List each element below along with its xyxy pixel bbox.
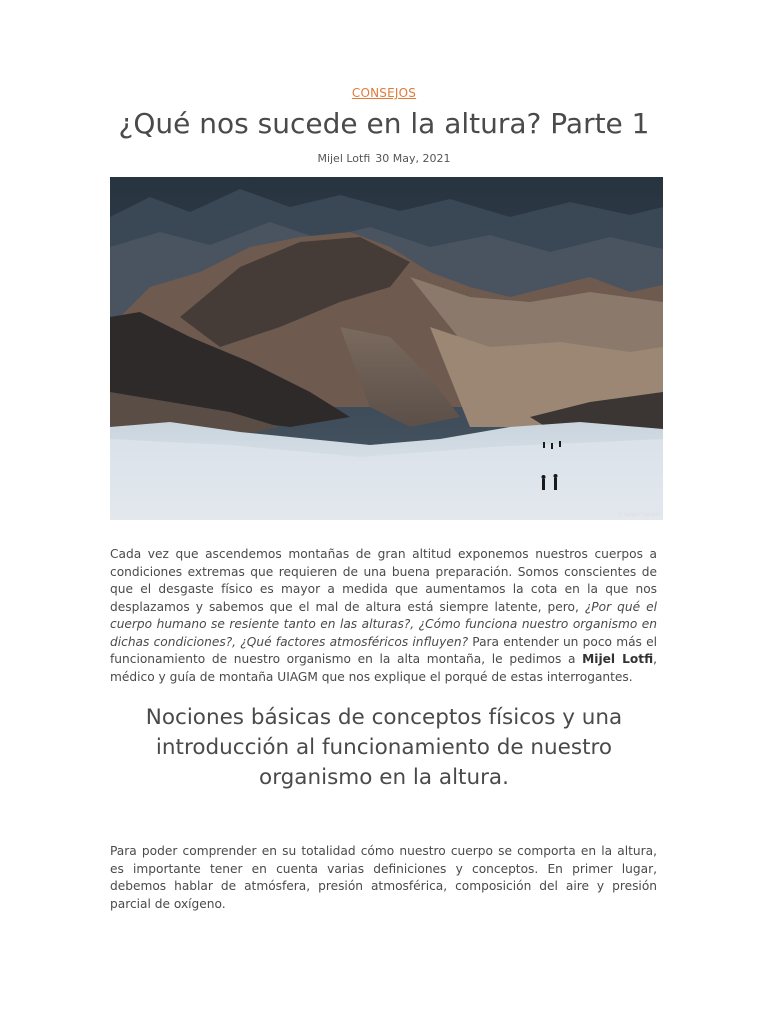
article-title: ¿Qué nos sucede en la altura? Parte 1 [118,107,650,140]
hero-image [110,177,663,520]
section-heading: Nociones básicas de conceptos físicos y una introducción al funcionamiento de nuestro organismo en la altura. [145,705,623,790]
intro-text-2: Para entender un poco más el funcionamiento de nuestro organismo en la alta montaña, le pedimos a [110,634,658,666]
mountain-landscape-illustration [110,177,663,520]
author-highlight: Mijel Lotfi [582,652,654,666]
intro-questions: ¿Por qué el cuerpo humano se resiente tanto en las alturas?, ¿Cómo funciona nuestro organismo en dichas condiciones?, ¿Qué factores atmosféricos influyen? [110,599,657,649]
publish-date: 30 May, 2021 [375,152,451,165]
intro-text-3: , médico y guía de montaña UIAGM que nos explique el porqué de estas interrogantes. [110,652,658,684]
article-meta [0,152,768,165]
author-name[interactable]: Mijel Lotfi [317,152,371,165]
intro-paragraph [110,546,657,686]
intro-text-1: Cada vez que ascendemos montañas de gran altitud exponemos nuestros cuerpos a condiciones extremas que requieren de una buena preparación. Somos conscientes de que el desgaste físico es mayor a medida que aumentamos la cota en la que nos desplazamos y sabemos que el mal de altura está siempre latente, pero, [110,547,657,614]
body-paragraph: Para poder comprender en su totalidad cómo nuestro cuerpo se comporta en la altura, es importante tener en cuenta varias definiciones y conceptos. En primer lugar, debemos hablar de atmósfera, presión atmosférica, composición del aire y presión parcial de oxígeno. [110,844,657,911]
image-credit: © Sergio Cabello [617,512,660,518]
category-link[interactable]: CONSEJOS [351,86,417,100]
